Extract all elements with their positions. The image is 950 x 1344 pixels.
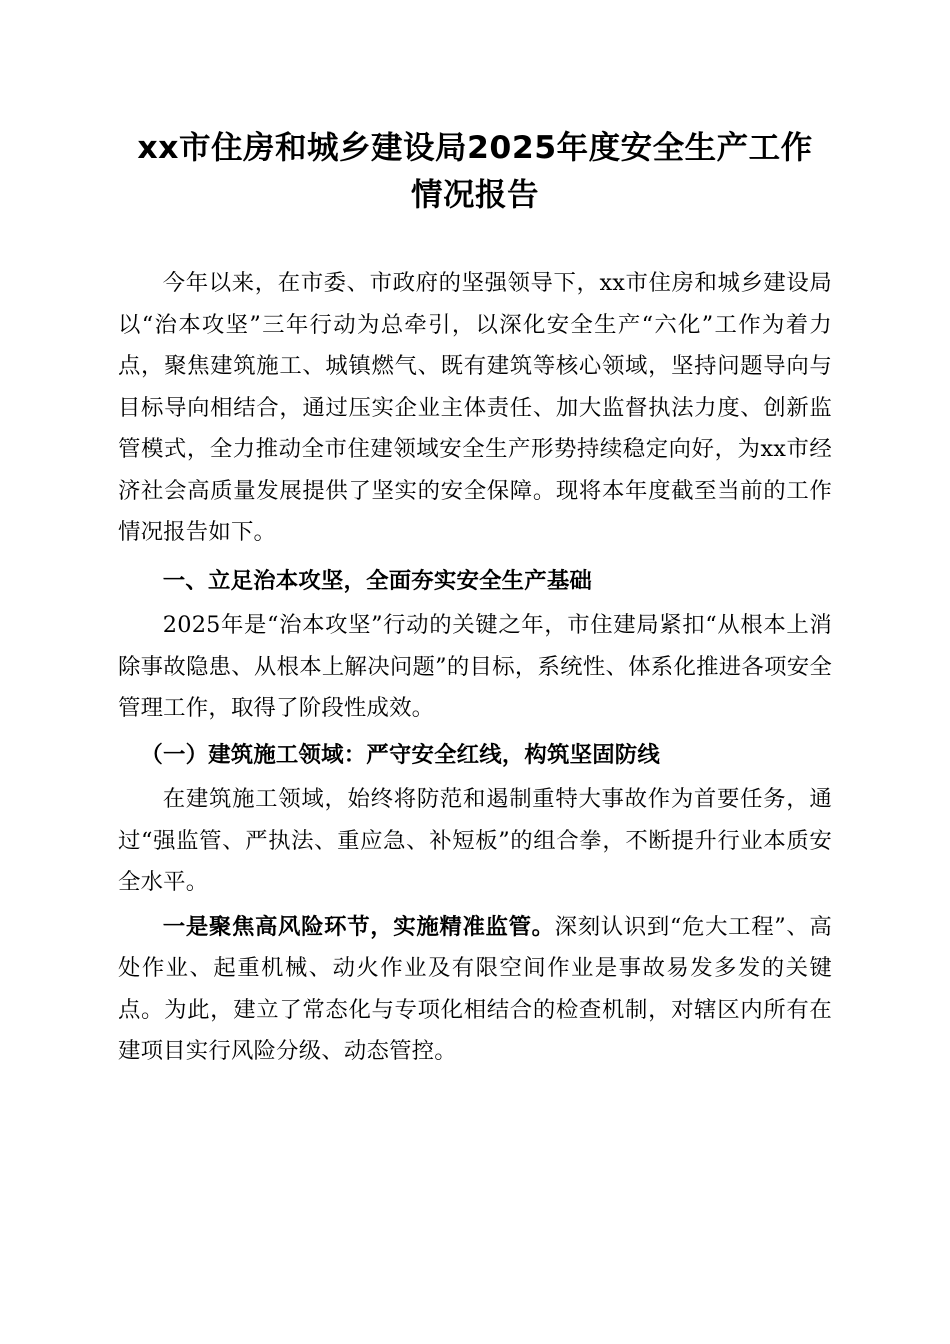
intro-paragraph: 今年以来，在市委、市政府的坚强领导下，xx市住房和城乡建设局以“治本攻坚”三年行动为总牵引，以深化安全生产“六化”工作为着力点，聚焦建筑施工、城镇燃气、既有建筑等核心领域，坚持问题导向与目标导向相结合，通过压实企业主体责任、加大监督执法力度、创新监管模式，全力推动全市住建领域安全生产形势持续稳定向好，为xx市经济社会高质量发展提供了坚实的安全保障。现将本年度截至当前的工作情况报告如下。 bbox=[118, 270, 832, 545]
subsection-one-body: 在建筑施工领域，始终将防范和遏制重特大事故作为首要任务，通过“强监管、严执法、重应急、补短板”的组合拳，不断提升行业本质安全水平。 bbox=[118, 786, 832, 895]
page-title: xx市住房和城乡建设局2025年度安全生产工作情况报告 bbox=[137, 130, 813, 213]
point-one-lead: 一是聚焦高风险环节，实施精准监管。 bbox=[162, 913, 555, 940]
section-one-body: 2025年是“治本攻坚”行动的关键之年，市住建局紧扣“从根本上消除事故隐患、从根本上解决问题”的目标，系统性、体系化推进各项安全管理工作，取得了阶段性成效。 bbox=[118, 612, 832, 721]
section-heading-one: 一、立足治本攻坚，全面夯实安全生产基础 bbox=[162, 567, 593, 594]
point-one-paragraph bbox=[118, 907, 832, 1073]
point-one-body: 深刻认识到“危大工程”、高处作业、起重机械、动火作业及有限空间作业是事故易发多发的关键点。为此，建立了常态化与专项化相结合的检查机制，对辖区内所有在建项目实行风险分级、动态管控。 bbox=[118, 913, 832, 1064]
subsection-heading-one: （一）建筑施工领域：严守安全红线，构筑坚固防线 bbox=[140, 741, 660, 768]
